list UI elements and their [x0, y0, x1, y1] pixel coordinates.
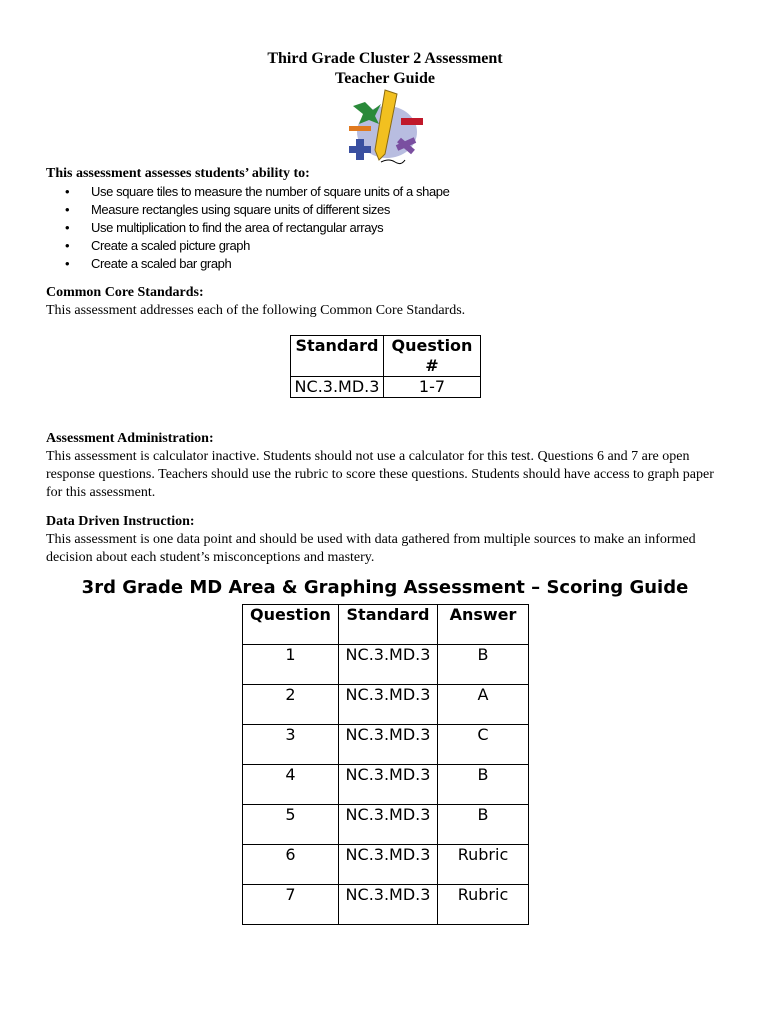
standards-table — [290, 335, 481, 398]
standards-heading: Common Core Standards: — [46, 285, 204, 300]
administration-text: This assessment is calculator inactive. Students should not use a calculator for this test. Questions 6 and 7 are open response questions. Teachers should use the rubric to score these questions. Students should have access to graph paper for this assessment. — [46, 449, 714, 500]
table-row — [243, 845, 529, 885]
intro-section — [46, 165, 726, 273]
list-item: • Use square tiles to measure the number of square units of a shape — [91, 183, 726, 201]
list-item: • Measure rectangles using square units of different sizes — [91, 201, 726, 219]
list-item: • Create a scaled bar graph — [91, 255, 726, 273]
cell: NC.3.MD.3 — [339, 765, 438, 805]
subtitle-line: Teacher Guide — [334, 70, 435, 87]
cell: NC.3.MD.3 — [339, 685, 438, 725]
header-cell: Answer — [438, 605, 529, 645]
cell: Rubric — [438, 845, 529, 885]
cell: NC.3.MD.3 — [339, 645, 438, 685]
header-cell: Question — [243, 605, 339, 645]
table-row — [243, 805, 529, 845]
header-cell: Standard — [339, 605, 438, 645]
cell: 6 — [243, 845, 339, 885]
cell: 5 — [243, 805, 339, 845]
cell: NC.3.MD.3 — [339, 845, 438, 885]
cell: B — [438, 805, 529, 845]
ddi-text: This assessment is one data point and should be used with data gathered from multiple sources to make an informed decision about each student’s misconceptions and mastery. — [46, 532, 696, 565]
cell: 2 — [243, 685, 339, 725]
table-row — [243, 645, 529, 685]
cell: NC.3.MD.3 — [339, 805, 438, 845]
table-row — [243, 685, 529, 725]
list-item: • Create a scaled picture graph — [91, 237, 726, 255]
scoring-table — [242, 604, 529, 925]
table-row — [291, 377, 481, 398]
skills-list — [46, 183, 726, 273]
table-row — [243, 725, 529, 765]
pencil-math-clipart-icon — [345, 88, 425, 166]
cell: B — [438, 645, 529, 685]
cell: Rubric — [438, 885, 529, 925]
cell: NC.3.MD.3 — [291, 377, 384, 398]
table-row — [243, 765, 529, 805]
administration-section — [46, 430, 726, 502]
title-line: Third Grade Cluster 2 Assessment — [267, 50, 503, 67]
cell: B — [438, 765, 529, 805]
cell: NC.3.MD.3 — [339, 885, 438, 925]
table-row — [243, 885, 529, 925]
cell: 7 — [243, 885, 339, 925]
standards-section — [46, 284, 726, 320]
cell: 3 — [243, 725, 339, 765]
cell: C — [438, 725, 529, 765]
document-title — [0, 49, 770, 89]
ddi-section — [46, 513, 726, 567]
standards-text: This assessment addresses each of the following Common Core Standards. — [46, 303, 466, 318]
cell: 4 — [243, 765, 339, 805]
cell: A — [438, 685, 529, 725]
cell: NC.3.MD.3 — [339, 725, 438, 765]
scoring-guide-title: 3rd Grade MD Area & Graphing Assessment – Scoring Guide — [81, 577, 689, 598]
cell: 1 — [243, 645, 339, 685]
ddi-heading: Data Driven Instruction: — [46, 514, 195, 529]
header-cell: Standard — [291, 336, 384, 377]
list-item: • Use multiplication to find the area of rectangular arrays — [91, 219, 726, 237]
administration-heading: Assessment Administration: — [46, 431, 214, 446]
intro-heading: This assessment assesses students’ ability to: — [46, 166, 310, 181]
header-cell: Question # — [384, 336, 481, 377]
cell: 1-7 — [384, 377, 481, 398]
